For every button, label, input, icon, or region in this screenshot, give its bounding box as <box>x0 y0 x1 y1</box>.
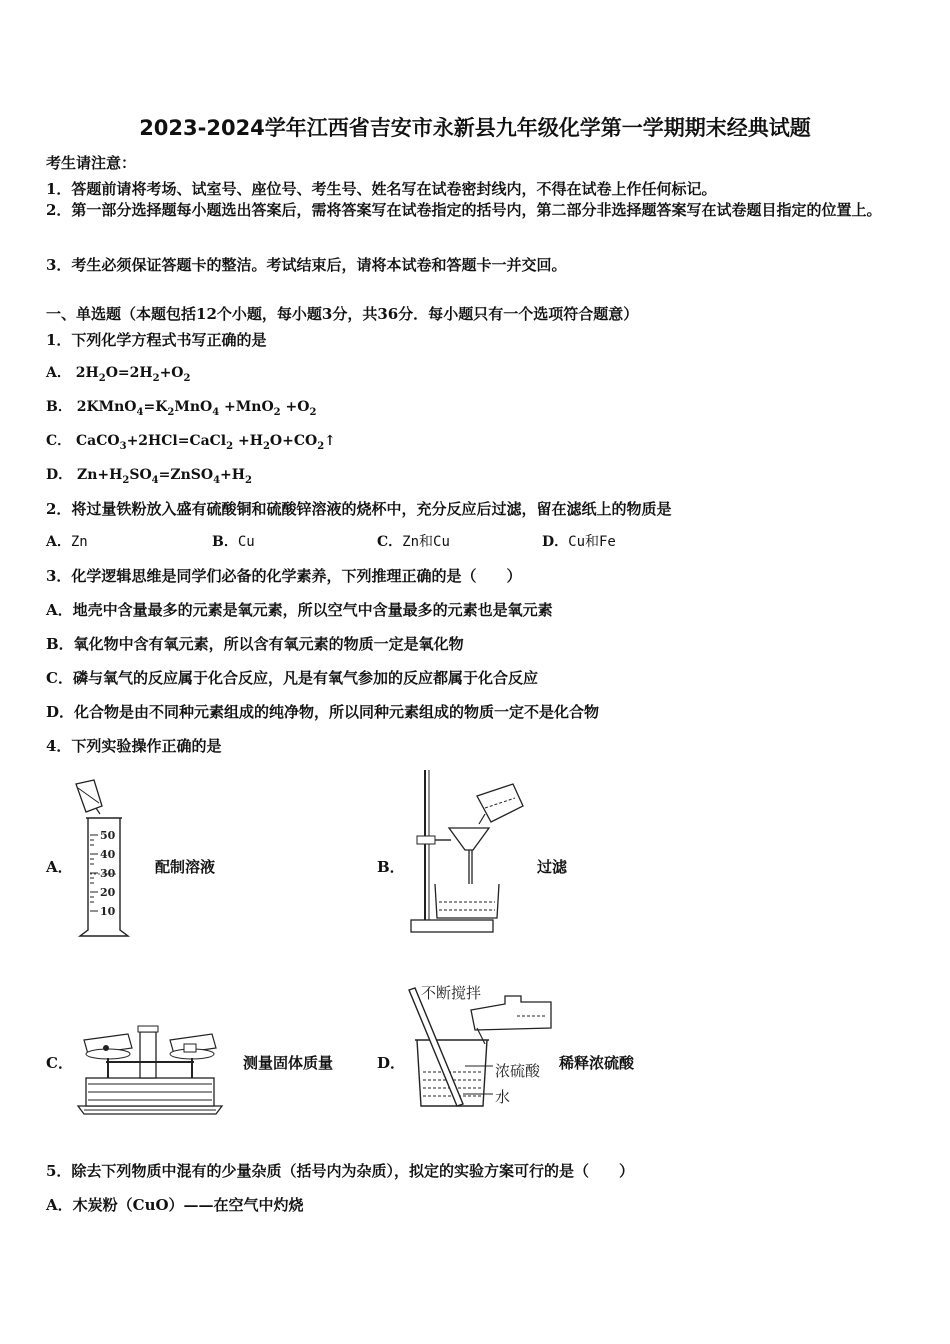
question-2-stem: 2．将过量铁粉放入盛有硫酸铜和硫酸锌溶液的烧杯中，充分反应后过滤，留在滤纸上的物质是 <box>46 500 672 518</box>
q4-option-c-caption: 测量固体质量 <box>243 1054 334 1072</box>
question-3-stem: 3．化学逻辑思维是同学们必备的化学素养，下列推理正确的是（ ） <box>46 567 522 585</box>
q1-option-c: C． CaCO$_3$+2HCl=CaCl$_2$ $+H_2O+CO_2↑$ <box>46 433 336 452</box>
notice-item-2: 2．第一部分选择题每小题选出答案后，需将答案写在试卷指定的括号内，第二部分非选择题答案写在试卷题目指定的位置上。 <box>46 201 882 219</box>
cylinder-tick-50: 50 <box>100 829 116 842</box>
q3-option-d: D．化合物是由不同种元素组成的纯净物，所以同种元素组成的物质一定不是化合物 <box>46 703 600 721</box>
q3-option-b: B．氧化物中含有氧元素，所以含有氧元素的物质一定是氧化物 <box>46 635 464 653</box>
graduated-cylinder-figure <box>72 778 142 940</box>
q2-option-d: D．Cu和Fe <box>542 534 616 550</box>
q4-option-b-label: B． <box>377 858 405 876</box>
q3-option-c: C．磷与氧气的反应属于化合反应，凡是有氧气参加的反应都属于化合反应 <box>46 669 538 687</box>
label-stir: 不断搅拌 <box>421 984 482 1002</box>
section-heading: 一、单选题（本题包括12个小题，每小题3分，共36分．每小题只有一个选项符合题意） <box>46 305 639 323</box>
question-5-stem: 5．除去下列物质中混有的少量杂质（括号内为杂质），拟定的实验方案可行的是（ ） <box>46 1162 634 1180</box>
cylinder-tick-20: 20 <box>100 886 116 899</box>
cylinder-tick-40: 40 <box>100 848 116 861</box>
question-4-stem: 4．下列实验操作正确的是 <box>46 737 222 755</box>
notice-heading: 考生请注意： <box>46 154 137 172</box>
notice-item-3: 3．考生必须保证答题卡的整洁。考试结束后，请将本试卷和答题卡一并交回。 <box>46 256 567 274</box>
q4-option-b-caption: 过滤 <box>537 858 568 876</box>
q1-option-b-label: B． <box>46 399 72 415</box>
page-title: 2023-2024学年江西省吉安市永新县九年级化学第一学期期末经典试题 <box>139 116 811 140</box>
q4-option-d-caption: 稀释浓硫酸 <box>559 1054 635 1072</box>
q1-option-b: B． $2KMnO_4=K_2MnO_4 +MnO_2 +O_2$ <box>46 399 317 418</box>
dilution-figure <box>405 980 555 1112</box>
cylinder-tick-10: 10 <box>100 905 116 918</box>
q2-option-c: C．Zn和Cu <box>377 534 450 550</box>
q4-option-a-label: A． <box>46 858 73 876</box>
q1-option-a: A． $2H_2O=2H_2+O_2$ <box>46 365 191 384</box>
balance-figure <box>76 1020 224 1120</box>
q1-option-c-label: C． <box>46 433 72 449</box>
q1-option-d-label: D． <box>46 467 73 483</box>
q2-option-b: B．Cu <box>212 534 255 550</box>
label-water: 水 <box>495 1088 511 1106</box>
notice-item-1: 1．答题前请将考场、试室号、座位号、考生号、姓名写在试卷密封线内，不得在试卷上作任何标记。 <box>46 180 717 198</box>
q1-option-d: D． $Zn+H_2SO_4=ZnSO_4+H_2$ <box>46 467 252 486</box>
q4-option-c-label: C． <box>46 1054 73 1072</box>
filtration-figure <box>405 766 535 938</box>
q3-option-a: A．地壳中含量最多的元素是氧元素，所以空气中含量最多的元素也是氧元素 <box>46 601 553 619</box>
q5-option-a: A．木炭粉（CuO）——在空气中灼烧 <box>46 1196 304 1214</box>
label-acid: 浓硫酸 <box>495 1062 541 1080</box>
q1-option-a-label: A． <box>46 365 71 381</box>
cylinder-tick-30: 30 <box>100 867 116 880</box>
q4-option-d-label: D． <box>377 1054 406 1072</box>
q4-option-a-caption: 配制溶液 <box>155 858 216 876</box>
q2-option-a: A．Zn <box>46 534 88 550</box>
question-1-stem: 1．下列化学方程式书写正确的是 <box>46 331 267 349</box>
